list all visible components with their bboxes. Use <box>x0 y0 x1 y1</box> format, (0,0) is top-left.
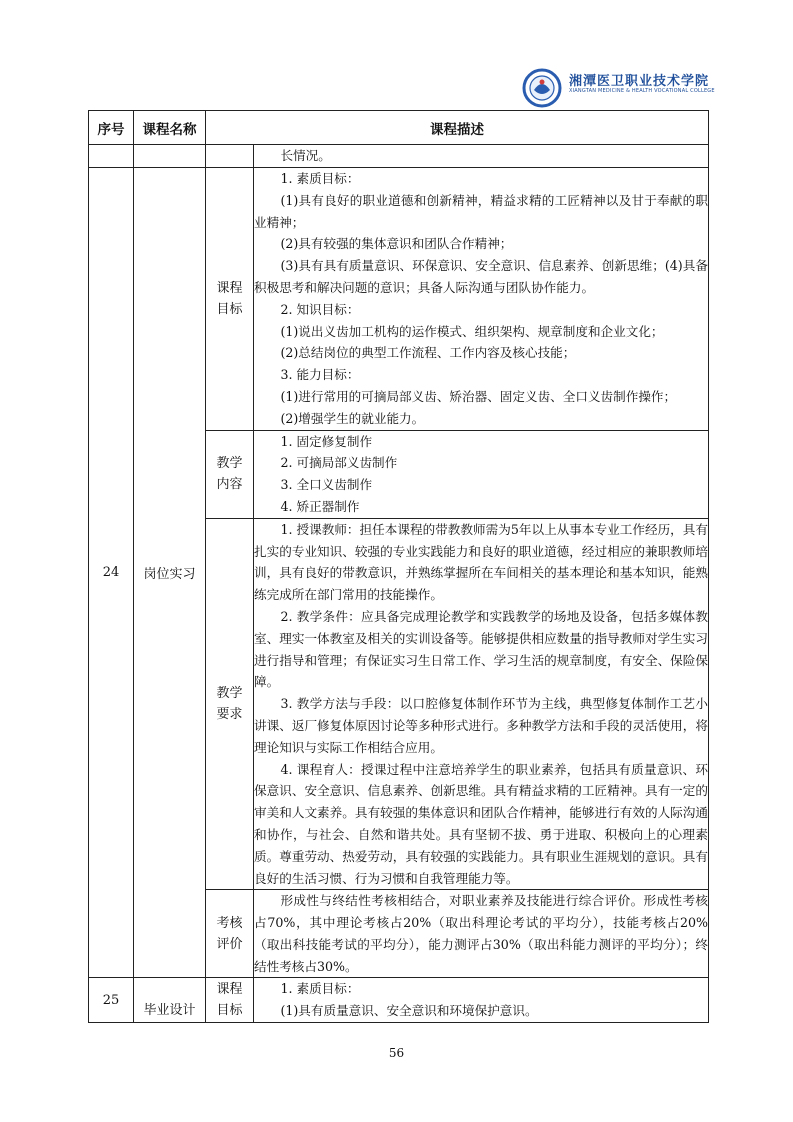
curriculum-table <box>88 110 709 1023</box>
goal-text: 1. 素质目标： (1)具有质量意识、安全意识和环境保护意识。 <box>254 978 709 1023</box>
continuation-row <box>89 145 709 168</box>
college-logo <box>522 68 715 108</box>
college-name-en: XIANGTAN MEDICINE & HEALTH VOCATIONAL COLLEGE <box>569 88 715 94</box>
requirements-text: 1. 授课教师：担任本课程的带教教师需为5年以上从事本专业工作经历，具有扎实的专业知识、较强的专业实践能力和良好的职业道德，经过相应的兼职教师培训，具有良好的带教意识，并熟练掌握所在车间相关的基本理论和基本知识，能熟练完成所在部门常用的技能操作。 2. 教学条件：应具备完成理论教学和实践教学的场地及设备，包括多媒体教室、理实一体教室及相关的实训设备等。能够提供相应数量的指导教师对学生实习进行指导和管理；有保证实习生日常工作、学习生活的规章制度，有安全、保险保障。 3. 教学方法与手段：以口腔修复体制作环节为主线，典型修复体制作工艺小讲课、返厂修复体原因讨论等多种形式进行。多种教学方法和手段的灵活使用，将理论知识与实际工作相结合应用。 4. 课程育人：授课过程中注意培养学生的职业素养，包括具有质量意识、环保意识、安全意识、信息素养、创新思维。具有精益求精的工匠精神。具有一定的审美和人文素养。具有较强的集体意识和团队合作精神，能够进行有效的人际沟通和协作，与社会、自然和谐共处。具有坚韧不拔、勇于进取、积极向上的心理素质。尊重劳动、热爱劳动，具有较强的实践能力。具有职业生涯规划的意识。具有良好的生活习惯、行为习惯和自我管理能力等。 <box>254 518 709 890</box>
evaluation-text: 形成性与终结性考核相结合，对职业素养及技能进行综合评价。形成性考核占70%，其中理论考核占20%（取出科理论考试的平均分），技能考核占20%（取出科技能考试的平均分），能力测评占30%（取出科能力测评的平均分）；终结性考核占30%。 <box>254 890 709 978</box>
row-number: 24 <box>89 168 134 978</box>
course-name: 岗位实习 <box>134 168 206 978</box>
requirements-label: 教学 要求 <box>206 518 254 890</box>
page-number: 56 <box>388 1046 405 1060</box>
goal-label: 课程 目标 <box>206 168 254 431</box>
college-name: 湘潭医卫职业技术学院 <box>569 74 710 89</box>
evaluation-label: 考核 评价 <box>206 890 254 978</box>
header-course-name: 课程名称 <box>134 111 206 145</box>
goal-label: 课程 目标 <box>206 978 254 1023</box>
goal-text: 1. 素质目标： (1)具有良好的职业道德和创新精神，精益求精的工匠精神以及甘于奉献的职业精神； (2)具有较强的集体意识和团队合作精神； (3)具有具有质量意识、环保意识、安全意识、信息素养、创新思维；(4)具备积极思考和解决问题的意识；具备人际沟通与团队协作能力。 2. 知识目标： (1)说出义齿加工机构的运作模式、组织架构、规章制度和企业文化； (2)总结岗位的典型工作流程、工作内容及核心技能； 3. 能力目标： (1)进行常用的可摘局部义齿、矫治器、固定义齿、全口义齿制作操作； (2)增强学生的就业能力。 <box>254 168 709 431</box>
continuation-text: 长情况。 <box>254 145 709 168</box>
header-course-description: 课程描述 <box>206 111 709 145</box>
header-number: 序号 <box>89 111 134 145</box>
row-number: 25 <box>89 978 134 1023</box>
content-text: 1. 固定修复制作 2. 可摘局部义齿制作 3. 全口义齿制作 4. 矫正器制作 <box>254 430 709 518</box>
content-label: 教学 内容 <box>206 430 254 518</box>
table-row <box>89 978 709 1023</box>
table-header-row <box>89 111 709 145</box>
course-name: 毕业设计 <box>134 978 206 1023</box>
college-emblem-icon <box>522 68 566 108</box>
table-row <box>89 168 709 431</box>
